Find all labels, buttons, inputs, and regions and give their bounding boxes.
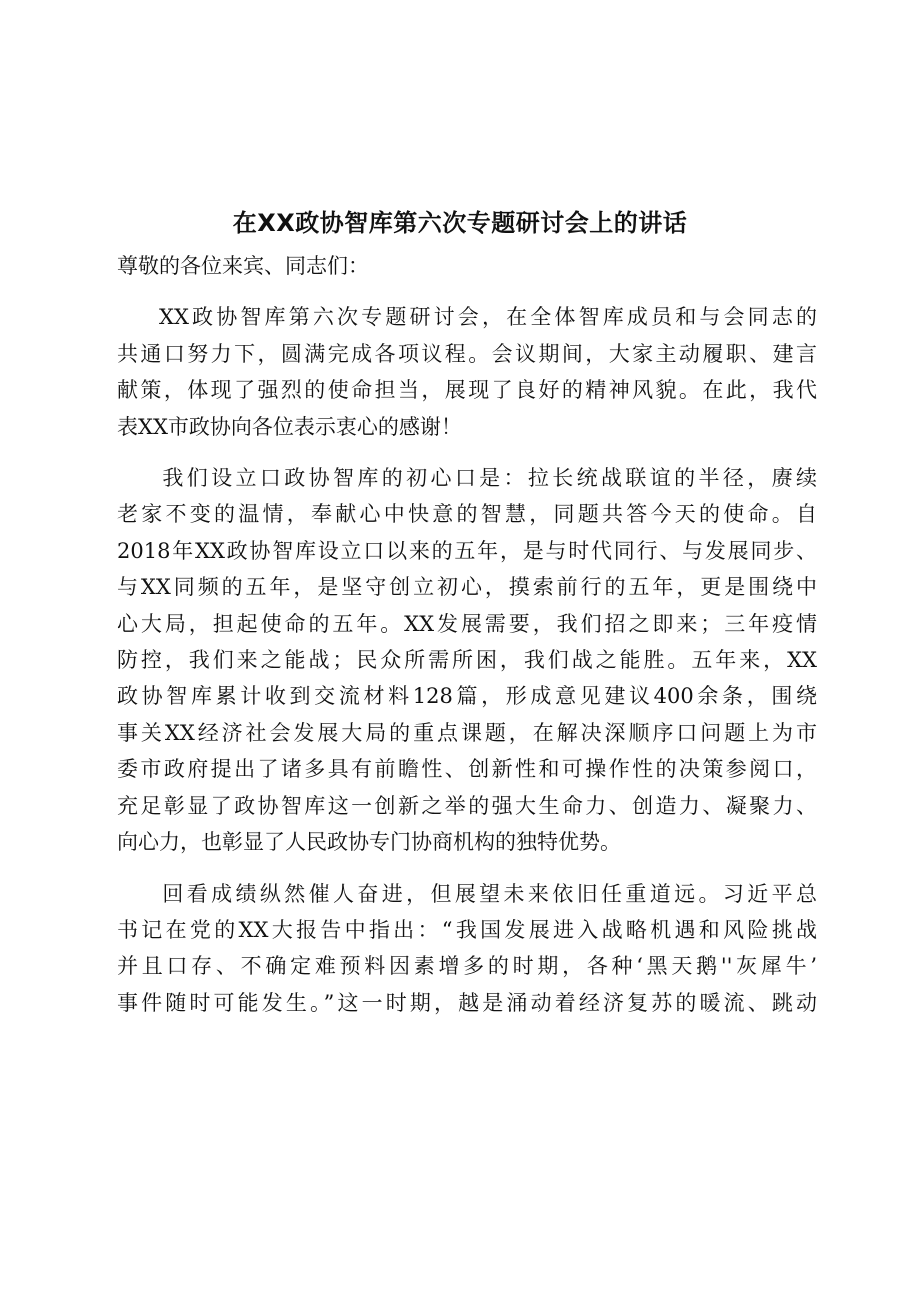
paragraph-3 bbox=[117, 876, 817, 1022]
paragraph-line: 向心力，也彰显了人民政协专门协商机构的独特优势。 bbox=[117, 830, 621, 855]
paragraph-line: 充足彰显了政协智库这一创新之举的强大生命力、创造力、凝聚力、 bbox=[117, 793, 817, 818]
paragraph-line: 事件随时可能发生。”这一时期，越是涌动着经济复苏的暖流、跳动 bbox=[117, 990, 817, 1015]
paragraph-line: 共通口努力下，圆满完成各项议程。会议期间，大家主动履职、建言 bbox=[117, 341, 817, 366]
paragraph-1 bbox=[117, 299, 817, 445]
paragraph-2 bbox=[117, 460, 817, 860]
paragraph-line: 心大局，担起使命的五年。XX发展需要，我们招之即来；三年疫情 bbox=[117, 611, 817, 636]
paragraph-line: 老家不变的温情，奉献心中快意的智慧，同题共答今天的使命。自 bbox=[117, 502, 817, 527]
paragraph-line: 书记在党的XX大报告中指出：“我国发展进入战略机遇和风险挑战 bbox=[117, 917, 817, 942]
page-title: 在XX政协智库第六次专题研讨会上的讲话 bbox=[232, 209, 688, 238]
paragraph-line: 我们设立口政协智库的初心口是：拉长统战联谊的半径，赓续 bbox=[159, 466, 817, 491]
paragraph-line: 委市政府提出了诸多具有前瞻性、创新性和可操作性的决策参阅口， bbox=[117, 757, 817, 782]
paragraph-line: 政协智库累计收到交流材料128篇，形成意见建议400余条，围绕 bbox=[117, 684, 817, 709]
paragraph-line: 回看成绩纵然催人奋进，但展望未来依旧任重道远。习近平总 bbox=[159, 881, 817, 906]
paragraph-line: 并且口存、不确定难预料因素增多的时期，各种‘黑天鹅''灰犀牛’ bbox=[117, 954, 817, 979]
paragraph-line: 表XX市政协向各位表示衷心的感谢！ bbox=[117, 414, 462, 439]
document-body bbox=[117, 248, 817, 1036]
paragraph-line: 与XX同频的五年，是坚守创立初心，摸索前行的五年，更是围绕中 bbox=[117, 575, 817, 600]
salutation: 尊敬的各位来宾、同志们： bbox=[117, 254, 369, 278]
paragraph-line: 2018年XX政协智库设立口以来的五年，是与时代同行、与发展同步、 bbox=[117, 538, 817, 563]
paragraph-line: 防控，我们来之能战；民众所需所困，我们战之能胜。五年来，XX bbox=[117, 648, 817, 673]
paragraph-line: 事关XX经济社会发展大局的重点课题，在解决深顺序口问题上为市 bbox=[117, 720, 817, 745]
paragraph-line: 献策，体现了强烈的使命担当，展现了良好的精神风貌。在此，我代 bbox=[117, 378, 817, 403]
paragraph-line: XX政协智库第六次专题研讨会，在全体智库成员和与会同志的 bbox=[159, 305, 817, 330]
